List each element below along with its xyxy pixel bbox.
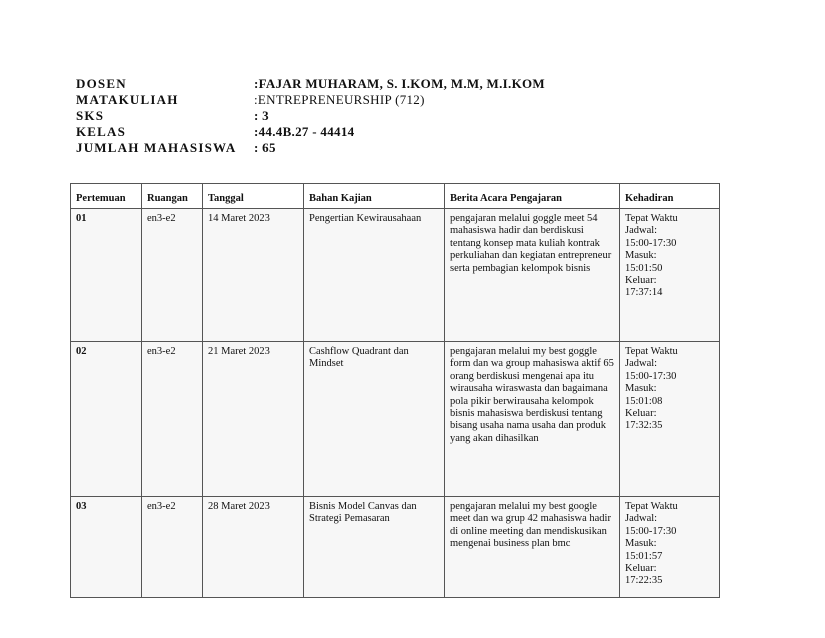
cell-tanggal: 21 Maret 2023: [203, 342, 304, 497]
teaching-log-table: [70, 183, 720, 598]
table-row: [71, 209, 720, 342]
column-header: Ruangan: [142, 184, 203, 209]
cell-ruangan: en3-e2: [142, 209, 203, 342]
info-label: JUMLAH MAHASISWA: [76, 140, 237, 155]
column-header: Berita Acara Pengajaran: [445, 184, 620, 209]
column-header: Kehadiran: [620, 184, 720, 209]
info-label: DOSEN: [76, 76, 127, 91]
info-value: :44.4B.27 - 44414: [254, 124, 355, 139]
kehadiran-line: 15:00-17:30: [625, 237, 677, 249]
column-header: Tanggal: [203, 184, 304, 209]
column-header: Pertemuan: [71, 184, 142, 209]
info-label: MATAKULIAH: [76, 92, 179, 107]
cell-bahan-kajian: Pengertian Kewirausahaan: [304, 209, 445, 342]
kehadiran-line: 15:01:50: [625, 262, 663, 274]
table-row: [71, 342, 720, 497]
kehadiran-line: 17:37:14: [625, 287, 663, 299]
kehadiran-line: Tepat Waktu: [625, 346, 678, 357]
kehadiran-line: Jadwal:: [625, 358, 658, 370]
course-info: [76, 76, 545, 156]
kehadiran-line: Masuk:: [625, 383, 657, 395]
info-value: : 65: [254, 140, 276, 155]
kehadiran-line: Keluar:: [625, 275, 657, 287]
kehadiran-line: 17:22:35: [625, 575, 663, 587]
info-value: : 3: [254, 108, 269, 123]
cell-pertemuan: 01: [71, 209, 142, 342]
cell-berita-acara: pengajaran melalui my best google meet dan wa grup 42 mahasiswa hadir di online meeting dan mendiskusikan mengenai business plan bmc: [445, 497, 620, 598]
cell-pertemuan: 03: [71, 497, 142, 598]
info-value: :FAJAR MUHARAM, S. I.KOM, M.M, M.I.KOM: [254, 76, 545, 91]
kehadiran-line: Keluar:: [625, 563, 657, 575]
kehadiran-line: 15:01:57: [625, 550, 663, 562]
info-value: :ENTREPRENEURSHIP (712): [254, 92, 425, 107]
info-row-sks: [76, 108, 545, 124]
cell-berita-acara: pengajaran melalui my best goggle form dan wa group mahasiswa aktif 65 orang berdiskusi mengenai apa itu wirausaha wiraswasta dan bagaimana pola pikir berwirausaha kelompok bisnis mahasiswa berdiskusi tentang bisang usaha nama usaha dan produk yang akan dihasilkan: [445, 342, 620, 497]
cell-tanggal: 28 Maret 2023: [203, 497, 304, 598]
cell-bahan-kajian: Cashflow Quadrant dan Mindset: [304, 342, 445, 497]
kehadiran-line: Jadwal:: [625, 225, 658, 237]
cell-kehadiran: [620, 209, 720, 342]
info-label: SKS: [76, 108, 105, 123]
kehadiran-line: Tepat Waktu: [625, 501, 678, 512]
kehadiran-line: Masuk:: [625, 250, 657, 262]
info-row-kelas: [76, 124, 545, 140]
column-header: Bahan Kajian: [304, 184, 445, 209]
info-row-jumlah-mahasiswa: [76, 140, 545, 156]
table-header-row: [71, 184, 720, 209]
kehadiran-line: Tepat Waktu: [625, 213, 678, 224]
kehadiran-line: 15:01:08: [625, 395, 663, 407]
cell-kehadiran: [620, 497, 720, 598]
cell-pertemuan: 02: [71, 342, 142, 497]
info-row-matakuliah: [76, 92, 545, 108]
kehadiran-line: Jadwal:: [625, 513, 658, 525]
cell-bahan-kajian: Bisnis Model Canvas dan Strategi Pemasaran: [304, 497, 445, 598]
kehadiran-line: 15:00-17:30: [625, 525, 677, 537]
cell-berita-acara: pengajaran melalui goggle meet 54 mahasiswa hadir dan berdiskusi tentang konsep mata kuliah kontrak perkuliahan dan kegiatan entrepreneur serta pembagian kelompok bisnis: [445, 209, 620, 342]
cell-tanggal: 14 Maret 2023: [203, 209, 304, 342]
kehadiran-line: 17:32:35: [625, 420, 663, 432]
cell-ruangan: en3-e2: [142, 342, 203, 497]
cell-ruangan: en3-e2: [142, 497, 203, 598]
info-row-dosen: [76, 76, 545, 92]
kehadiran-line: Keluar:: [625, 408, 657, 420]
info-label: KELAS: [76, 124, 127, 139]
cell-kehadiran: [620, 342, 720, 497]
kehadiran-line: Masuk:: [625, 538, 657, 550]
kehadiran-line: 15:00-17:30: [625, 370, 677, 382]
table-row: [71, 497, 720, 598]
